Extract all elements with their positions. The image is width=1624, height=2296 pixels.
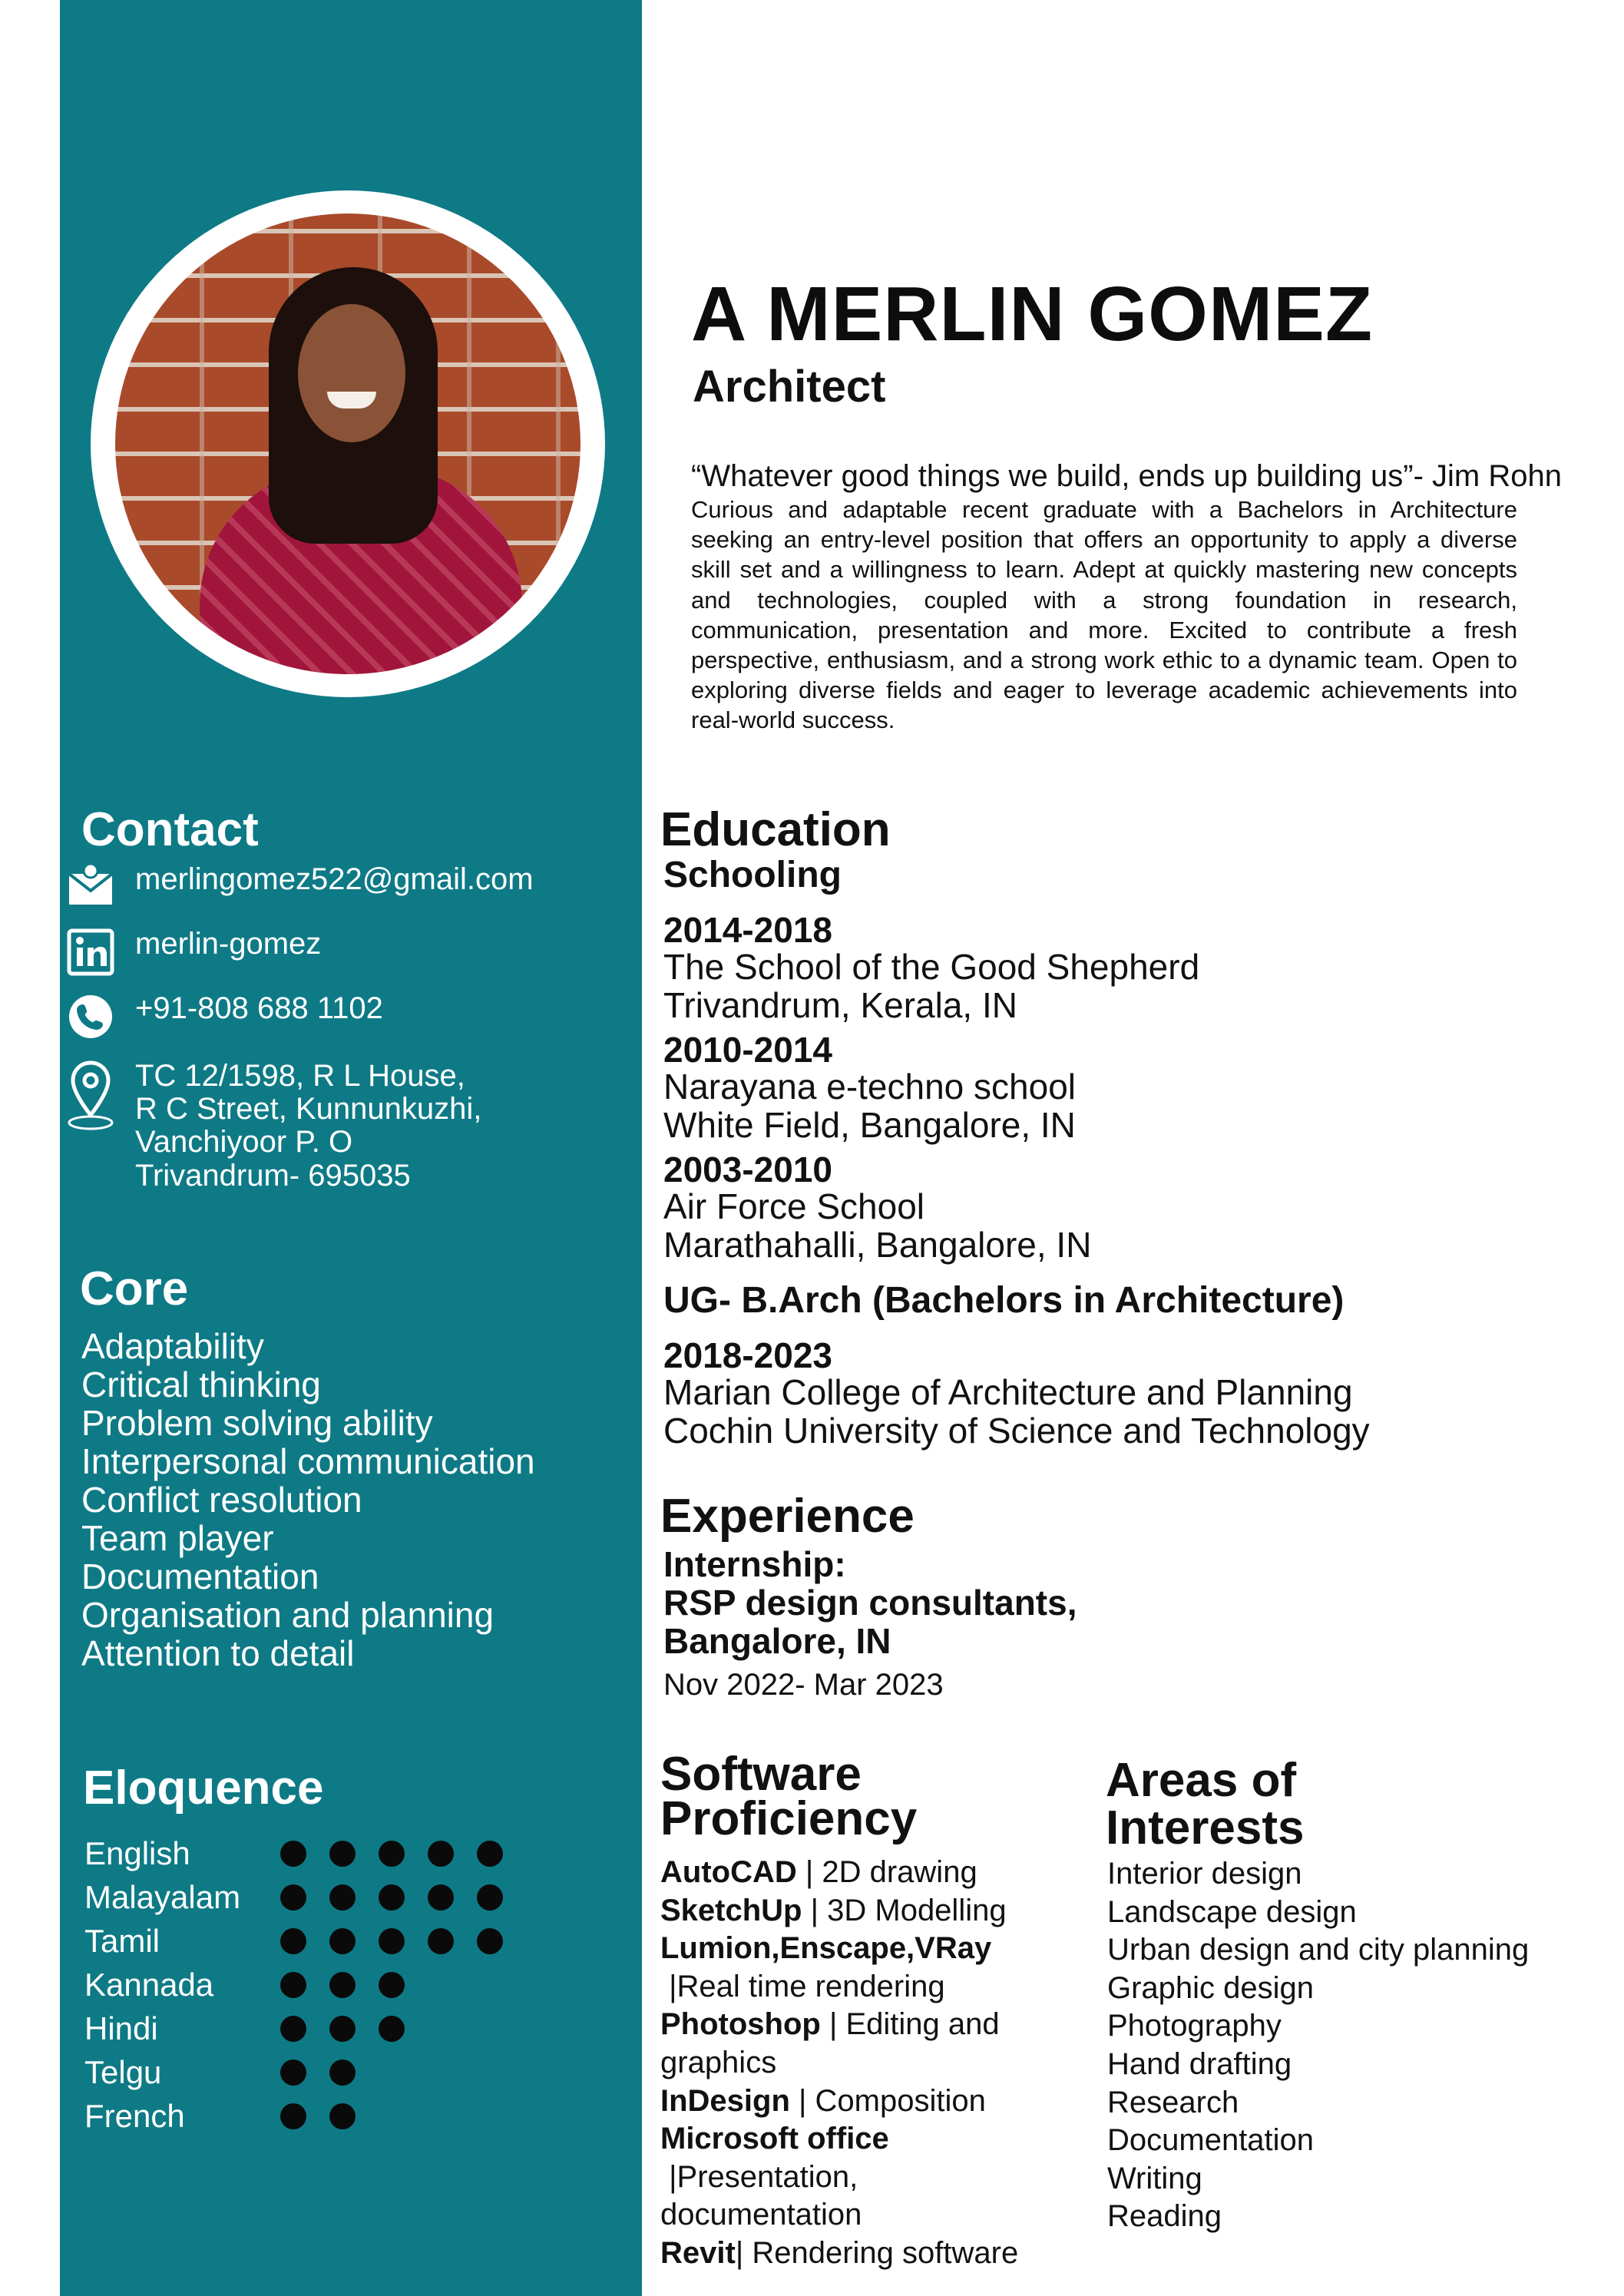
core-skill: Team player xyxy=(81,1518,274,1558)
software-tool: Photoshop xyxy=(660,2007,821,2042)
language-row xyxy=(84,2007,526,2050)
proficiency-dots xyxy=(280,1928,526,1954)
interests-heading-line: Interests xyxy=(1106,1801,1305,1854)
software-item xyxy=(660,2006,1060,2082)
separator: | xyxy=(820,2007,846,2042)
language-row xyxy=(84,1919,526,1963)
language-list xyxy=(84,1831,526,2138)
separator: | xyxy=(802,1893,828,1927)
proficiency-dot xyxy=(329,1841,356,1867)
software-list xyxy=(660,1854,1060,2273)
language-name: Tamil xyxy=(84,1922,160,1959)
proficiency-dots xyxy=(280,1884,526,1911)
interests-list xyxy=(1107,1855,1529,2236)
proficiency-dot xyxy=(280,1928,306,1954)
linkedin-link[interactable]: merlin-gomez xyxy=(135,927,322,961)
mail-icon xyxy=(66,863,120,912)
language-name: Hindi xyxy=(84,2010,158,2046)
candidate-name: A MERLIN GOMEZ xyxy=(691,271,1374,357)
experience-location: Bangalore, IN xyxy=(663,1621,891,1661)
proficiency-dots xyxy=(280,1972,428,1998)
proficiency-dots xyxy=(280,1841,526,1867)
contact-address-row xyxy=(66,1060,481,1193)
schooling-years: 2003-2010 xyxy=(663,1150,832,1189)
separator: | xyxy=(789,2083,815,2118)
core-heading: Core xyxy=(80,1262,189,1315)
language-name: French xyxy=(84,2097,185,2134)
software-description: Real time rendering xyxy=(676,1969,945,2003)
proficiency-dot xyxy=(329,2059,356,2086)
email-link[interactable]: merlingomez522@gmail.com xyxy=(135,862,534,896)
language-name: Telgu xyxy=(84,2053,162,2090)
experience-company: RSP design consultants, xyxy=(663,1583,1077,1623)
address-line: Vanchiyoor P. O xyxy=(135,1125,353,1160)
language-name: Kannada xyxy=(84,1966,214,2003)
proficiency-dot xyxy=(379,1928,405,1954)
schooling-years: 2014-2018 xyxy=(663,910,832,950)
school-name: Air Force School xyxy=(663,1186,925,1226)
software-tool: AutoCAD xyxy=(660,1855,797,1889)
contact-heading: Contact xyxy=(81,803,259,856)
software-tool: InDesign xyxy=(660,2083,790,2118)
interests-heading xyxy=(1106,1743,1304,1866)
interest-item: Graphic design xyxy=(1107,1970,1315,2005)
proficiency-dot xyxy=(329,1884,356,1911)
software-description: Presentation, documentation xyxy=(660,2159,862,2232)
ug-years: 2018-2023 xyxy=(663,1335,832,1375)
phone-number: +91-808 688 1102 xyxy=(135,991,383,1025)
school-name: The School of the Good Shepherd xyxy=(663,947,1200,987)
school-place: Marathahalli, Bangalore, IN xyxy=(663,1225,1092,1265)
experience-title: Internship: xyxy=(663,1544,846,1584)
proficiency-dot xyxy=(477,1884,503,1911)
education-heading: Education xyxy=(660,803,891,856)
address-line: R C Street, Kunnunkuzhi, xyxy=(135,1092,482,1126)
linkedin-icon xyxy=(66,928,120,977)
proficiency-dot xyxy=(329,2103,356,2129)
proficiency-dot xyxy=(477,1928,503,1954)
proficiency-dot xyxy=(280,1841,306,1867)
contact-email-row xyxy=(66,863,534,912)
core-skill: Adaptability xyxy=(81,1326,264,1366)
core-skill: Problem solving ability xyxy=(81,1403,433,1443)
core-skill: Documentation xyxy=(81,1557,319,1596)
proficiency-dot xyxy=(329,2016,356,2042)
interest-item: Interior design xyxy=(1107,1857,1302,1891)
interest-item: Writing xyxy=(1107,2161,1202,2195)
proficiency-dot xyxy=(329,1928,356,1954)
interest-item: Documentation xyxy=(1107,2123,1315,2158)
ug-heading: UG- B.Arch (Bachelors in Architecture) xyxy=(663,1280,1345,1321)
separator: | xyxy=(660,1969,677,2003)
language-row xyxy=(84,1831,526,1875)
software-heading-line: Software xyxy=(660,1748,862,1801)
proficiency-dot xyxy=(280,1884,306,1911)
proficiency-dot xyxy=(379,2016,405,2042)
profile-photo xyxy=(115,213,580,674)
core-skill: Critical thinking xyxy=(81,1365,321,1404)
experience-dates: Nov 2022- Mar 2023 xyxy=(663,1668,944,1702)
language-row xyxy=(84,1963,526,2007)
software-description: Composition xyxy=(815,2083,986,2118)
software-heading xyxy=(660,1737,917,1857)
interests-heading-line: Areas of xyxy=(1106,1754,1297,1807)
core-skill: Organisation and planning xyxy=(81,1595,494,1635)
software-tool: Microsoft office xyxy=(660,2122,889,2156)
separator: | xyxy=(660,2159,677,2194)
core-skill: Interpersonal communication xyxy=(81,1441,535,1481)
core-skills-list xyxy=(81,1327,535,1672)
location-pin-icon xyxy=(66,1060,120,1133)
proficiency-dot xyxy=(379,1972,405,1998)
school-place: White Field, Bangalore, IN xyxy=(663,1105,1076,1145)
separator: | xyxy=(796,1855,822,1889)
address-line: Trivandrum- 695035 xyxy=(135,1158,411,1193)
college-name: Marian College of Architecture and Planning xyxy=(663,1372,1353,1412)
address-line: TC 12/1598, R L House, xyxy=(135,1059,465,1093)
software-description: Rendering software xyxy=(752,2235,1019,2270)
core-skill: Conflict resolution xyxy=(81,1480,362,1520)
software-description: Editing and graphics xyxy=(660,2007,1000,2079)
quote: “Whatever good things we build, ends up building us”- Jim Rohn xyxy=(691,459,1562,493)
software-item xyxy=(660,2120,1060,2235)
software-description: 2D drawing xyxy=(822,1855,977,1889)
interest-item: Reading xyxy=(1107,2199,1222,2234)
phone-icon xyxy=(66,992,120,1041)
interest-item: Urban design and city planning xyxy=(1107,1933,1530,1967)
schooling-years: 2010-2014 xyxy=(663,1030,832,1070)
contact-phone-row xyxy=(66,992,383,1041)
interest-item: Hand drafting xyxy=(1107,2046,1292,2081)
language-row xyxy=(84,1875,526,1919)
school-place: Trivandrum, Kerala, IN xyxy=(663,985,1017,1025)
software-tool: Revit xyxy=(660,2235,736,2270)
eloquence-heading: Eloquence xyxy=(83,1762,324,1815)
job-title: Architect xyxy=(693,362,886,412)
language-row xyxy=(84,2050,526,2094)
proficiency-dot xyxy=(280,1972,306,1998)
software-item xyxy=(660,1854,1060,1892)
software-item xyxy=(660,1930,1060,2006)
language-name: Malayalam xyxy=(84,1878,241,1915)
proficiency-dot xyxy=(428,1928,454,1954)
proficiency-dot xyxy=(379,1884,405,1911)
software-tool: Lumion,Enscape,VRay xyxy=(660,1931,992,1966)
software-heading-line: Proficiency xyxy=(660,1792,918,1845)
summary-paragraph: Curious and adaptable recent graduate with a Bachelors in Architecture seeking an entry-level position that offers an opportunity to apply a diverse skill set and a willingness to learn. Adept at quickly mastering new concepts and technologies, coupled with a strong foundation in research, communication, presentation and more. Excited to contribute a fresh perspective, enthusiasm, and a strong work ethic to a dynamic team. Open to exploring diverse fields and eager to leverage academic achievements into real-world success. xyxy=(691,496,1517,734)
proficiency-dots xyxy=(280,2059,379,2086)
software-item xyxy=(660,2235,1060,2273)
software-tool: SketchUp xyxy=(660,1893,802,1927)
software-item xyxy=(660,2083,1060,2121)
core-skill: Attention to detail xyxy=(81,1633,355,1673)
contact-linkedin-row xyxy=(66,928,321,977)
proficiency-dot xyxy=(428,1884,454,1911)
schooling-heading: Schooling xyxy=(663,855,842,895)
proficiency-dot xyxy=(379,1841,405,1867)
interest-item: Landscape design xyxy=(1107,1894,1357,1929)
proficiency-dot xyxy=(329,1972,356,1998)
proficiency-dot xyxy=(428,1841,454,1867)
address xyxy=(135,1060,481,1193)
interest-item: Photography xyxy=(1107,2009,1282,2043)
proficiency-dot xyxy=(280,2103,306,2129)
experience-heading: Experience xyxy=(660,1490,915,1543)
proficiency-dot xyxy=(280,2016,306,2042)
language-row xyxy=(84,2094,526,2138)
separator: | xyxy=(735,2235,752,2270)
proficiency-dots xyxy=(280,2103,379,2129)
language-name: English xyxy=(84,1834,190,1871)
proficiency-dots xyxy=(280,2016,428,2042)
proficiency-dot xyxy=(280,2059,306,2086)
university-name: Cochin University of Science and Technology xyxy=(663,1411,1370,1451)
school-name: Narayana e-techno school xyxy=(663,1067,1076,1107)
interest-item: Research xyxy=(1107,2085,1239,2119)
software-item xyxy=(660,1892,1060,1930)
software-description: 3D Modelling xyxy=(827,1893,1007,1927)
proficiency-dot xyxy=(477,1841,503,1867)
